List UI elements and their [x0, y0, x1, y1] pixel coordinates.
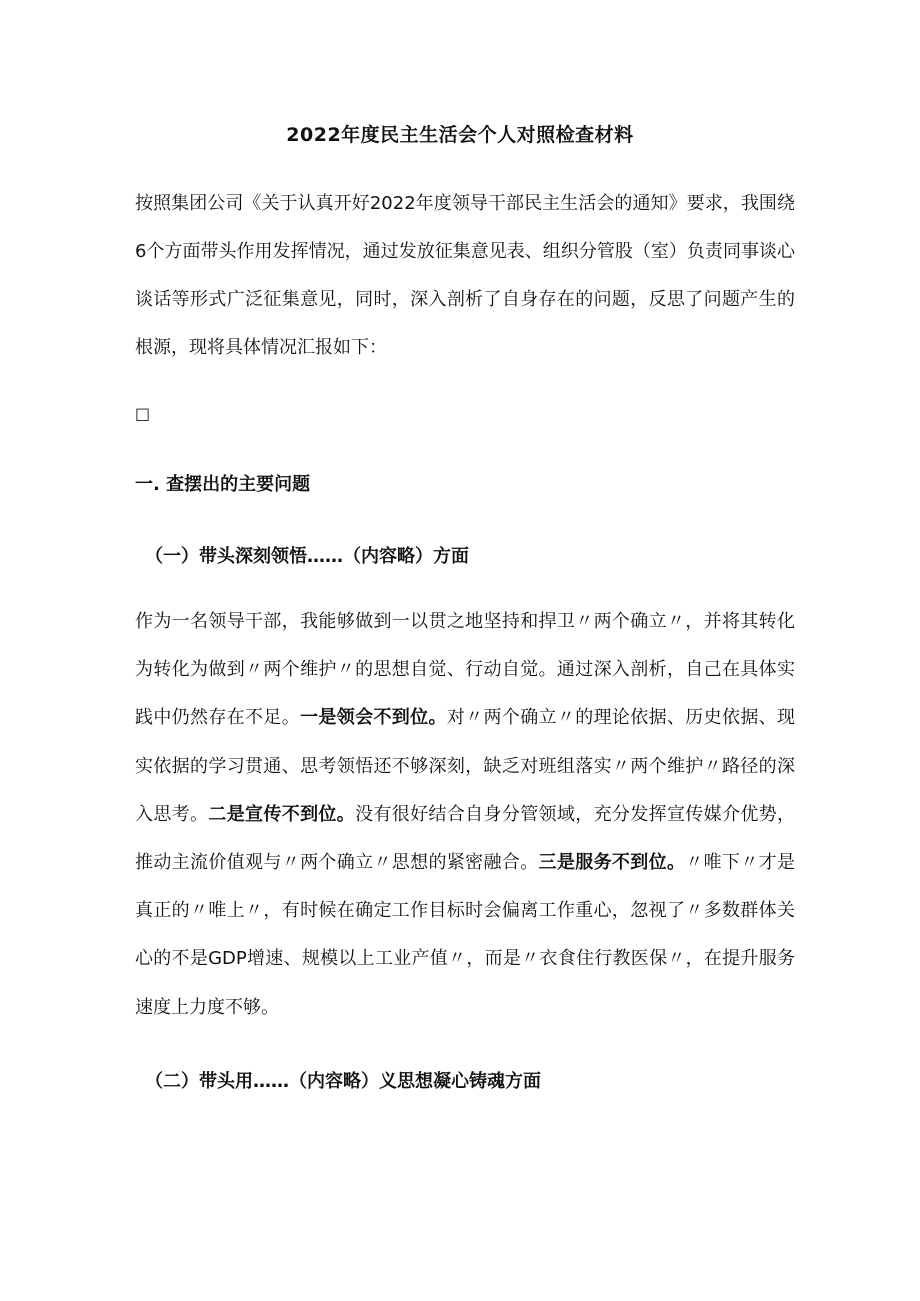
paragraph-text: 没有很好结合自身分管领域，充分发挥宣传媒介优势，推动主流价值观与〃两个确立〃思想的紧密融合。 — [135, 803, 796, 874]
subsection-heading-1: （一）带头深刻领悟……（内容略）方面 — [145, 546, 469, 567]
bold-point-3: 三是服务不到位。 — [538, 852, 686, 874]
bold-point-1: 一是领会不到位。 — [300, 707, 447, 729]
intro-paragraph: 按照集团公司《关于认真开好2022年度领导干部民主生活会的通知》要求，我围绕6个方面带头作用发挥情况，通过发放征集意见表、组织分管股（室）负责同事谈心谈话等形式广泛征集意见，同时，深入剖析了自身存在的问题，反思了问题产生的根源，现将具体情况汇报如下： — [135, 193, 795, 358]
paragraph-text: 〃唯下〃才是真正的〃唯上〃，有时候在确定工作目标时会偏离工作重心，忽视了〃多数群体关心的不是GDP增速、规模以上工业产值〃，而是〃衣食住行教医保〃，在提升服务速度上力度不够。 — [135, 852, 796, 1018]
subsection-heading-2: （二）带头用……（内容略）义思想凝心铸魂方面 — [145, 1071, 541, 1092]
bold-point-2: 二是宣传不到位。 — [208, 803, 356, 825]
paragraph-text: 作为一名领导干部，我能够做到一以贯之地坚持和捍卫〃两个确立〃，并将其转化为转化为做到〃两个维护〃的思想自觉、行动自觉。通过深入剖析，自己在具体实践中仍然存在不足。 — [135, 611, 795, 729]
subsection-1-paragraph — [135, 598, 795, 1032]
paragraph-text: 对〃两个确立〃的理论依据、历史依据、现实依据的学习贯通、思考领悟还不够深刻，缺乏对班组落实〃两个维护〃路径的深入思考。 — [135, 707, 796, 825]
placeholder-box: □ — [135, 404, 151, 423]
document-title: 2022年度民主生活会个人对照检查材料 — [286, 124, 634, 146]
section-heading-1: 一. 查摆出的主要问题 — [135, 474, 311, 495]
